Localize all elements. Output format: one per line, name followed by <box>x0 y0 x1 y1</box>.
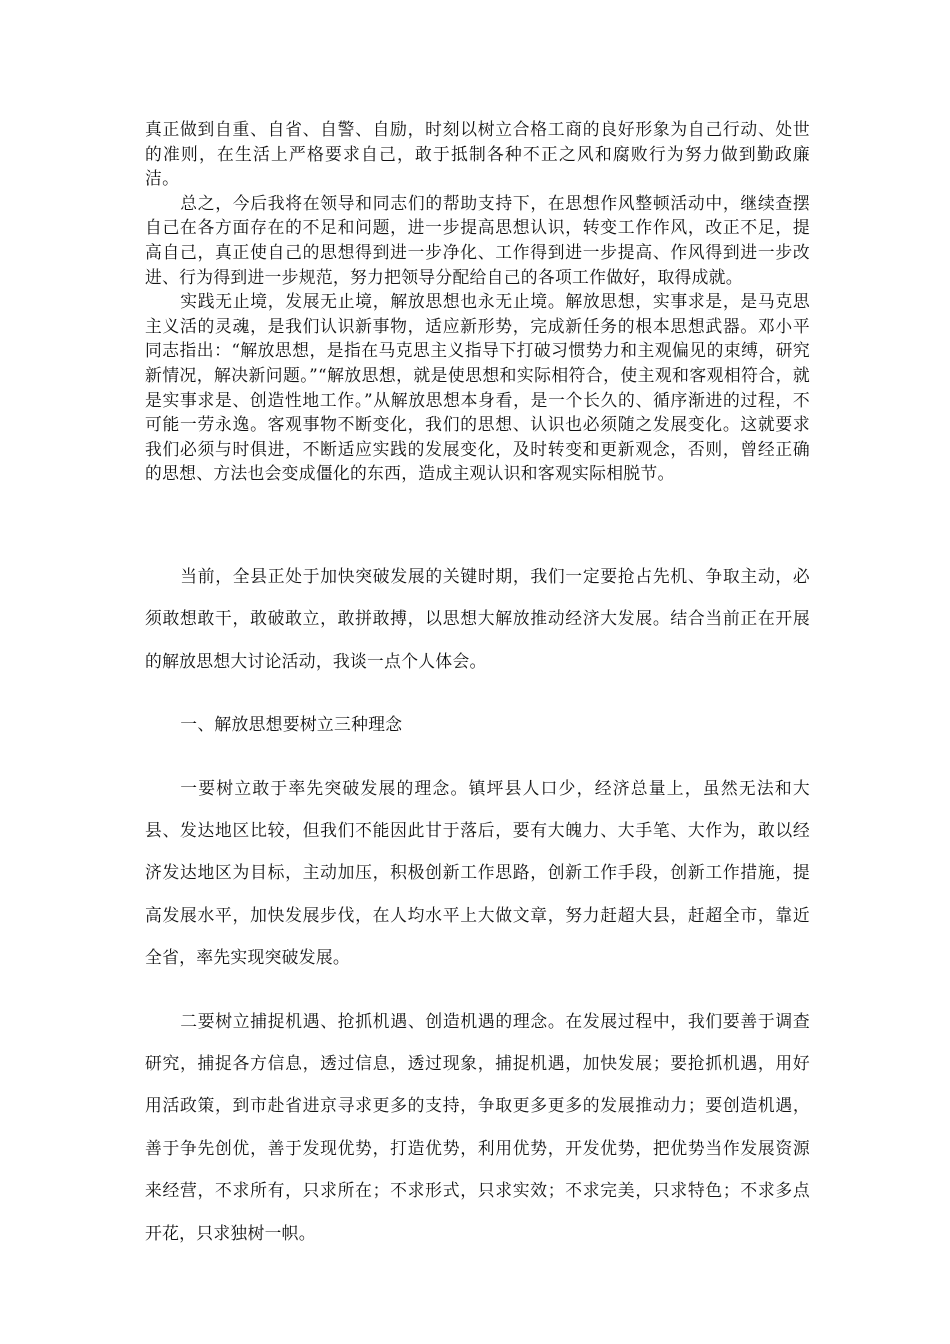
paragraph-concept-two: 二要树立捕捉机遇、抢抓机遇、创造机遇的理念。在发展过程中，我们要善于调查研究，捕捉各方信息，透过信息，透过现象，捕捉机遇，加快发展；要抢抓机遇，用好用活政策，到市赴省进京寻求更多的支持，争取更多更多的发展推动力；要创造机遇，善于争先创优，善于发现优势，打造优势，利用优势，开发优势，把优势当作发展资源来经营，不求所有，只求所在；不求形式，只求实效；不求完美，只求特色；不求多点开花，只求独树一帜。 <box>145 1010 810 1243</box>
dense-text-block <box>145 117 810 486</box>
paragraph-emancipation: 实践无止境，发展无止境，解放思想也永无止境。解放思想，实事求是，是马克思主义活的灵魂，是我们认识新事物，适应新形势，完成新任务的根本思想武器。邓小平同志指出：“解放思想，是指在马克思主义指导下打破习惯势力和主观偏见的束缚，研究新情况，解决新问题。”“解放思想，就是使思想和实际相符合，使主观和客观相符合，就是实事求是、创造性地工作。”从解放思想本身看，是一个长久的、循序渐进的过程，不可能一劳永逸。客观事物不断变化，我们的思想、认识也必须随之发展变化。这就要求我们必须与时俱进，不断适应实践的发展变化，及时转变和更新观念，否则，曾经正确的思想、方法也会变成僵化的东西，造成主观认识和客观实际相脱节。 <box>145 291 810 484</box>
loose-text-block <box>145 555 810 1275</box>
section-heading: 一、解放思想要树立三种理念 <box>180 714 403 735</box>
paragraph-continued: 真正做到自重、自省、自警、自励，时刻以树立合格工商的良好形象为自己行动、处世的准则，在生活上严格要求自己，敢于抵制各种不正之风和腐败行为努力做到勤政廉洁。 <box>145 119 810 189</box>
paragraph-current-period: 当前，全县正处于加快突破发展的关键时期，我们一定要抢占先机、争取主动，必须敢想敢干，敢破敢立，敢拼敢搏，以思想大解放推动经济大发展。结合当前正在开展的解放思想大讨论活动，我谈一点个人体会。 <box>145 566 810 671</box>
paragraph-concept-one: 一要树立敢于率先突破发展的理念。镇坪县人口少，经济总量上，虽然无法和大县、发达地区比较，但我们不能因此甘于落后，要有大魄力、大手笔、大作为，敢以经济发达地区为目标，主动加压，积极创新工作思路，创新工作手段，创新工作措施，提高发展水平，加快发展步伐，在人均水平上大做文章，努力赶超大县，赶超全市，靠近全省，率先实现突破发展。 <box>145 777 810 968</box>
paragraph-summary: 总之，今后我将在领导和同志们的帮助支持下，在思想作风整顿活动中，继续查摆自己在各方面存在的不足和问题，进一步提高思想认识，转变工作作风，改正不足，提高自己，真正使自己的思想得到进一步净化、工作得到进一步提高、作风得到进一步改进、行为得到进一步规范，努力把领导分配给自己的各项工作做好，取得成就。 <box>145 192 810 287</box>
